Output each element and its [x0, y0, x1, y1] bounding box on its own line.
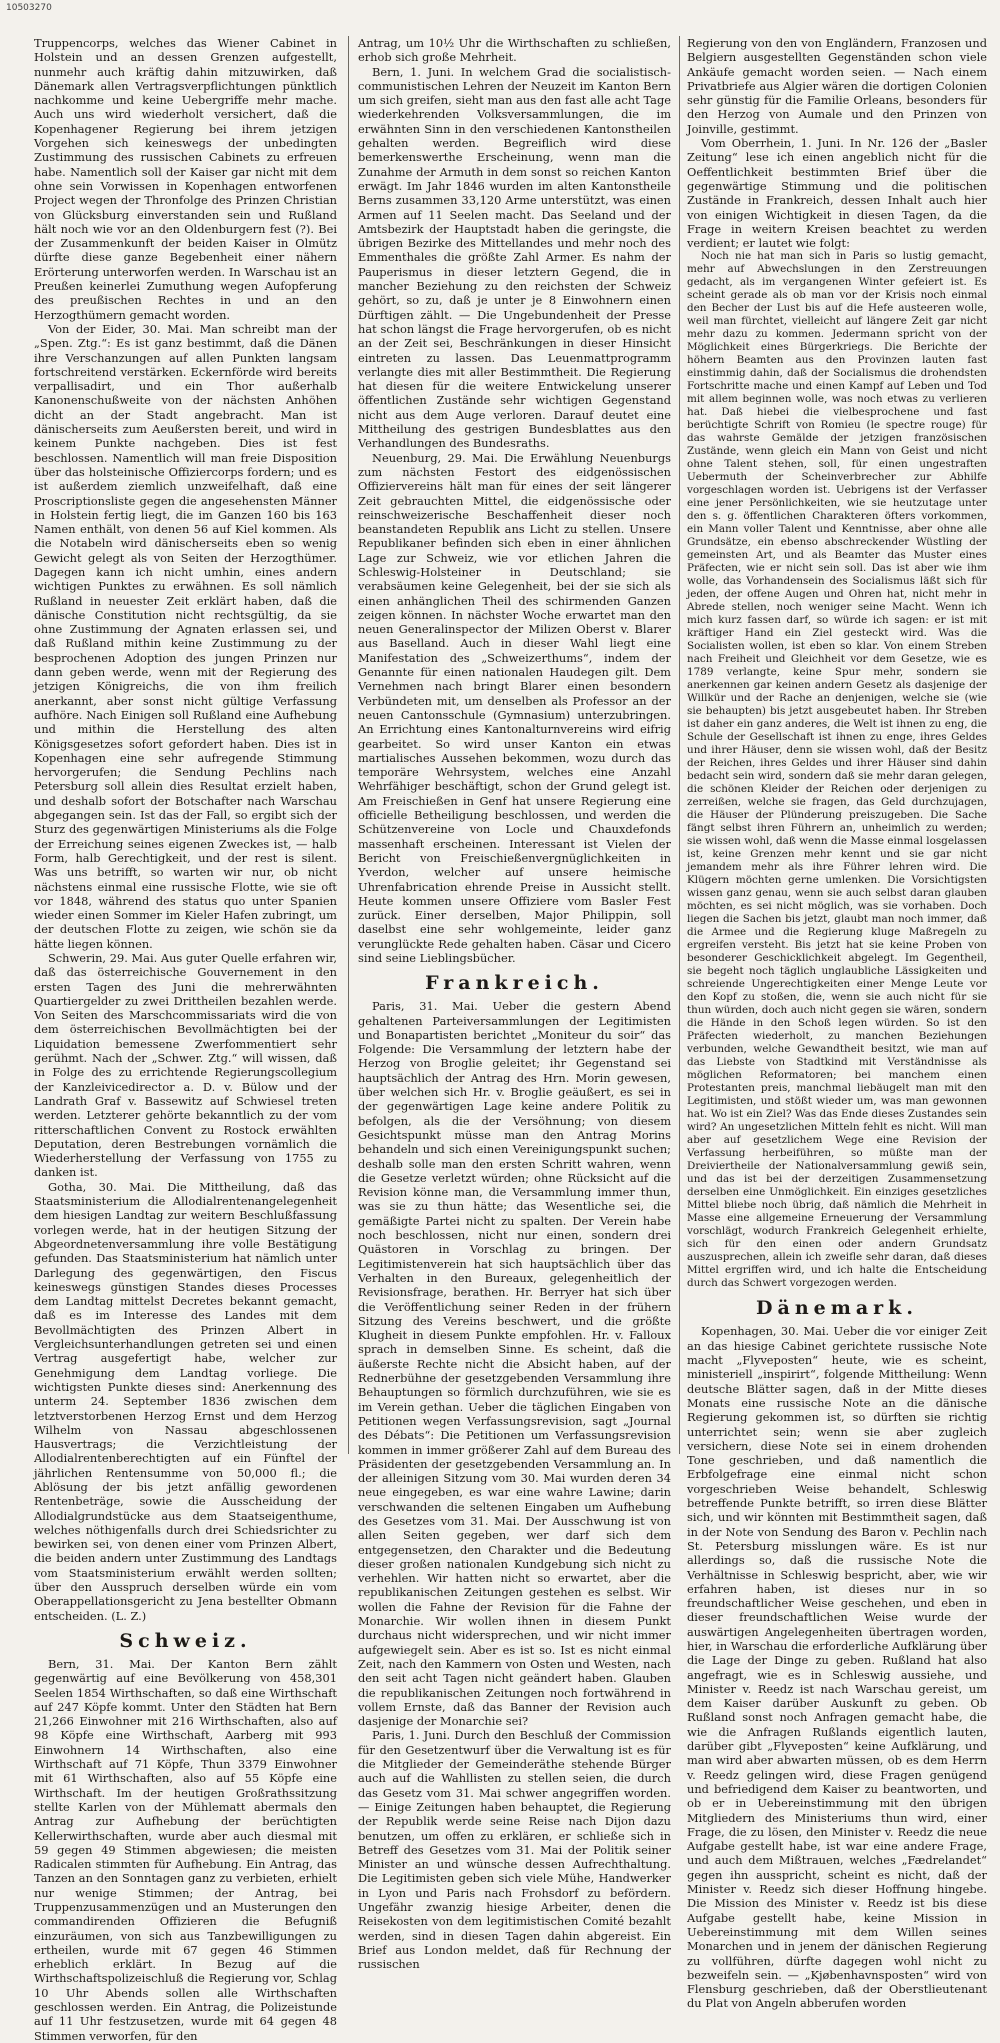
column-middle	[358, 36, 671, 1972]
article-paragraph: Kopenhagen, 30. Mai. Ueber die vor einiger Zeit an das hiesige Cabinet gerichtete russische Note macht „Flyveposten“ heute, wie es scheint, ministeriell „inspirirt“, folgende Mittheilung: Wenn deutsche Blätter sagen, daß in der Mitte dieses Monats eine russische Note an die dänische Regierung gekommen ist, so dürften sie richtig unterrichtet sein; wenn sie aber zugleich versichern, diese Note sei in einem drohenden Tone geschrieben, und daß namentlich die Erbfolgefrage eine einmal nicht schon vorgeschrieben Weise behandelt, Schleswig betreffende Punkte betrifft, so irren diese Blätter sich, und wir könnten mit Bestimmtheit sagen, daß in der Note von Sendung des Baron v. Pechlin nach St. Petersburg misslungen wäre. Es ist nur allerdings so, daß die russische Note die Verhältnisse in Schleswig bespricht, aber, wie wir erfahren haben, ist dieses nur in so freundschaftlicher Weise geschehen, und eben in dieser freundschaftlichen Weise wurde der auswärtigen Angelegenheiten übertragen worden, hier, in Warschau die erforderliche Aufklärung über die Lage der Dinge zu geben. Rußland hat also angefragt, wie es in Schleswig aussiehe, und Minister v. Reedz ist nach Warschau gereist, um dem Kaiser darüber Auskunft zu geben. Ob Rußland sonst noch Anfragen gemacht habe, die wie die Anfragen Rußlands eigentlich lauten, darüber gibt „Flyveposten“ keine Aufklärung, und man wird aber abwarten müssen, ob es dem Herrn v. Reedz gelingen wird, diese Fragen genügend und befriedigend dem Kaiser zu beantworten, und ob er in Uebereinstimmung mit den übrigen Mitgliedern des Ministeriums thun wird, einer Frage, die zu lösen, den Minister v. Reedz die neue Aufgabe gestellt habe, ist war eine andere Frage, und auch dem Mißtrauen, welches „Fædrelandet“ gegen ihn ausspricht, scheint es nicht, daß der Minister v. Reedz sich dieser Hoffnung hingebe. Die Mission des Minister v. Reedz ist bis diese Aufgabe gestellt habe, keine Mission in Uebereinstimmung mit dem Willen seines Monarchen und in jenem der dänischen Regierung zu vollführen, dürfte dagegen wohl nicht zu bezweifeln sein. — „Kjøbenhavnsposten“ wird von Flensburg geschrieben, daß der Oberstlieutenant du Plat von Angeln abberufen worden	[687, 1324, 987, 2011]
article-paragraph: Bern, 31. Mai. Der Kanton Bern zählt gegenwärtig auf eine Bevölkerung von 458,301 Seelen 1854 Wirthschaften, so daß eine Wirthschaft auf 247 Köpfe kommt. Unter den Städten hat Bern 21,266 Einwohner mit 216 Wirthschaften, also auf 98 Köpfe eine Wirthschaft, Aarberg mit 993 Einwohnern 14 Wirthschaften, also eine Wirthschaft auf 71 Köpfe, Thun 3379 Einwohner mit 61 Wirthschaften, also auf 55 Köpfe eine Wirthschaft. Im der heutigen Großrathssitzung stellte Karlen von der Mühlematt abermals den Antrag zur Aufhebung der berüchtigten Kellerwirthschaften, wurde aber auch diesmal mit 59 gegen 49 Stimmen abgewiesen; die meisten Radicalen stimmten für Aufhebung. Ein Antrag, das Tanzen an den Sonntagen ganz zu verbieten, erhielt nur wenige Stimmen; der Antrag, bei Truppenzusammenzügen und an Musterungen den commandirenden Offizieren die Befugniß einzuräumen, von sich aus Tanzbewilligungen zu ertheilen, wurde mit 67 gegen 46 Stimmen erheblich erklärt. In Bezug auf die Wirthschaftspolizeischluß die Regierung vor, Schlag 10 Uhr Abends sollen alle Wirthschaften geschlossen werden. Ein Antrag, die Polizeistunde auf 11 Uhr festzusetzen, wurde mit 64 gegen 48 Stimmen verworfen, für den	[34, 1656, 337, 2043]
column-divider	[679, 36, 680, 1454]
column-left	[34, 36, 337, 2043]
article-paragraph: Vom Oberrhein, 1. Juni. In Nr. 126 der „Basler Zeitung“ lese ich einen angeblich nicht für die Oeffentlichkeit bestimmten Brief über die gegenwärtige Stimmung und die politischen Zustände in Frankreich, dessen Inhalt auch hier von einigen Wichtigkeit in diesen Tagen, da die Frage in weitern Kreisen beachtet zu werden verdient; er lautet wie folgt:	[687, 136, 987, 251]
article-paragraph: Schwerin, 29. Mai. Aus guter Quelle erfahren wir, daß das österreichische Gouvernement in den ersten Tagen des Juni die mehrerwähnten Quartiergelder zu zwei Drittheilen bezahlen werde. Von Seiten des Marschcommissariats wird die von dem österreichischen Bevollmächtigten bei der Liquidation bemessene Zwerfommentiert sehr gerühmt. Nach der „Schwer. Ztg.“ will wissen, daß in Folge des zu errichtende Regierungscollegium der Kanzleivicedirector a. D. v. Bülow und der Landrath Graf v. Bassewitz auf Schwiesel treten werden. Letzterer gehörte bekanntlich zu der vom ritterschaftlichen Convent zu Rostock erwählten Deputation, deren Bestrebungen vornämlich die Wiederherstellung der Verfassung von 1755 zu danken ist.	[34, 951, 337, 1180]
article-paragraph: Paris, 31. Mai. Ueber die gestern Abend gehaltenen Parteiversammlungen der Legitimisten und Bonapartisten berichtet „Moniteur du soir“ das Folgende: Die Versammlung der letztern habe der Herzog von Broglie geleitet; ihr Gegenstand sei hauptsächlich der Antrag des Hrn. Morin gewesen, über welchen sich Hr. v. Broglie geäußert, es sei in der gegenwärtigen Lage keine andere Politik zu befolgen, als die der Versöhnung; von diesem Gesichtspunkt müsse man den Antrag Morins behandeln und sich einen Vereinigungspunkt suchen; deshalb solle man den ersten Schritt wahren, wenn die Gesetze verletzt würden; ohne Rücksicht auf die Revision könne man, die Versammlung immer thun, was sie zu thun hätte; das Wesentliche sei, die gemäßigte Partei nicht zu spalten. Der Verein habe noch beschlossen, nicht nur einen, sondern drei Quästoren in Vorschlag zu bringen. Der Legitimistenverein hat sich hauptsächlich über das Verhalten in den Bureaux, gelegenheitlich der Revisionsfrage, berathen. Hr. Berryer hat sich über die Veröffentlichung seiner Reden in der frühern Sitzung des Vereins beschwert, und die größte Klugheit in diesem Punkte empfohlen. Hr. v. Falloux sprach in demselben Sinne. Es scheint, daß die äußerste Rechte nicht die Absicht haben, auf der Rednerbühne der gesetzgebenden Versammlung ihre Behauptungen so förmlich durchzuführen, wie sie es im Verein gethan. Ueber die täglichen Eingaben von Petitionen wegen Verfassungsrevision, sagt „Journal des Débats“: Die Petitionen um Verfassungsrevision kommen in immer größerer Zahl auf dem Bureau des Präsidenten der gesetzgebenden Versammlung an. In der alleinigen Sitzung vom 30. Mai wurden deren 34 neue eingegeben, es war eine wahre Lawine; darin verschwanden die seltenen Eingaben um Aufhebung des Gesetzes vom 31. Mai. Der Ausschwung ist von allen Seiten gegeben, wer darf sich dem entgegensetzen, den Charakter und die Bedeutung dieser großen nationalen Kundgebung sich nicht zu verhehlen. Wir hatten nicht so erwartet, aber die republikanischen Zeitungen gestehen es selbst. Wir wollen die Fahne der Revision für die Fahne der Monarchie. Wir wollen ihnen in diesem Punkt durchaus nicht widersprechen, und wir nicht immer aufgewiegelt sein. Aber es ist so. Ist es nicht einmal Zeit, nach den Kammern von Osten und Westen, nach den seit acht Tagen nicht geändert haben. Glauben die republikanischen Zeitungen noch fortwährend in vollem Ernste, daß das Banner der Revision auch dasjenige der Monarchie sei?	[358, 999, 671, 1729]
section-heading-frankreich: Frankreich.	[425, 972, 604, 995]
article-paragraph: Antrag, um 10½ Uhr die Wirthschaften zu schließen, erhob sich große Mehrheit.	[358, 36, 671, 65]
article-paragraph: Von der Eider, 30. Mai. Man schreibt man der „Spen. Ztg.“: Es ist ganz bestimmt, daß die Dänen ihre Verschanzungen auf allen Punkten langsam fortschreitend verstärken. Eckernförde wird bereits verpallisadirt, und ein Thor außerhalb Kanonenschußweite von der nächsten Anhöhen dicht an der Stadt angebracht. Man ist dänischerseits zum Aeußersten bereit, und wird in keinem Punkte nachgeben. Dies ist fest beschlossen. Namentlich will man freie Disposition über das holsteinische Offiziercorps fordern; und es ist außerdem ziemlich unzweifelhaft, daß eine Proscriptionsliste gegen die angesehensten Männer in Holstein fertig liegt, die im Ganzen 160 bis 163 Namen enthält, von denen 56 auf Kiel kommen. Als die Notabeln wird dänischerseits eben so wenig Gewicht gelegt als von Seiten der Herzogthümer. Dagegen kann ich nicht umhin, eines andern wichtigen Punktes zu erwähnen. Es soll nämlich Rußland in neuester Zeit erklärt haben, daß die dänische Constitution nicht rechtsgültig, da sie ohne Zustimmung der Agnaten erlassen sei, und daß Rußland mithin keine Zustimmung zu der besprochenen Adoption des jungen Prinzen nur dann geben werde, wenn mit der Regierung des jetzigen Königreichs, die von ihm freilich anerkannt, aber sonst nicht gültige Verfassung aufhöre. Nach Einigen soll Rußland eine Aufhebung und mithin die Herstellung des alten Königsgesetzes sofort gefordert haben. Dies ist in Kopenhagen eine sehr aufregende Stimmung hervorgerufen; die Sendung Pechlins nach Petersburg soll allein dies Resultat erzielt haben, und deshalb sofort der Botschafter nach Warschau abgegangen sein. Ist das der Fall, so ergibt sich der Sturz des gegenwärtigen Ministeriums als die Folge der Erreichung seines eigenen Zweckes ist, — halb Form, halb Gerechtigkeit, und der rest is silent. Was uns betrifft, so warten wir nur, ob nicht nächstens einmal eine russische Flotte, wie sie oft vor 1848, während des status quo unter Spanien wieder einen Sommer im Kieler Hafen zubringt, um der deutschen Flotte zu zeigen, wie schön sie da hätte liegen können.	[34, 321, 337, 951]
article-paragraph: Paris, 1. Juni. Durch den Beschluß der Commission für den Gesetzentwurf über die Verwaltung ist es für die Mitglieder der Gemeinderäthe stehende Bürger auch auf die Wahllisten zu stellen seien, die durch das Gesetz vom 31. Mai schwer angegriffen worden. — Einige Zeitungen haben behauptet, die Regierung der Republik werde seine Reise nach Dijon dazu benutzen, um offen zu erklären, er schließe sich in Betreff des Gesetzes vom 31. Mai der Politik seiner Minister an und wünsche dessen Aufrechthaltung. Die Legitimisten geben sich viele Mühe, Handwerker in Lyon und Paris nach Frohsdorf zu befördern. Ungefähr zwanzig hiesige Arbeiter, denen die Reisekosten von dem legitimistischen Comité bezahlt werden, sind in diesen Tagen dahin abgereist. Ein Brief aus London meldet, daß für Rechnung der russischen	[358, 1728, 671, 1972]
article-paragraph: Truppencorps, welches das Wiener Cabinet in Holstein und an dessen Grenzen aufgestellt, nunmehr auch kräftig dahin mitzuwirken, daß Dänemark allen Vertragsverpflichtungen pünktlich nachkomme und keine Uebergriffe mehr mache. Auch uns wird wiederholt versichert, daß die Kopenhagener Regierung bei ihrem jetzigen Vorgehen sich keineswegs der unbedingten Zustimmung des russischen Cabinets zu erfreuen habe. Namentlich soll der Kaiser gar nicht mit dem ohne sein Vorwissen in Kopenhagen entworfenen Project wegen der Thronfolge des Prinzen Christian von Glücksburg einverstanden sein und Rußland hält noch wie vor an den Oldenburgern fest (?). Bei der Zusammenkunft der beiden Kaiser in Olmütz dürfte diese ganze Begebenheit einer nähern Erörterung unterworfen werden. In Warschau ist an Preußen keinerlei Zumuthung wegen Aufopferung des preußischen Rechtes in und an den Herzogthümern gemacht worden.	[34, 36, 337, 322]
column-divider	[348, 36, 349, 1454]
article-paragraph: Neuenburg, 29. Mai. Die Erwählung Neuenburgs zum nächsten Festort des eidgenössischen Offiziervereins hält man für eines der seit längerer Zeit gebrauchten Mittel, die eidgenössische oder reinschweizerische Beschaffenheit dieser noch beanstandeten Republik ans Licht zu stellen. Unsere Republikaner befinden sich eben in einer ähnlichen Lage zur Schweiz, wie vor etlichen Jahren die Schleswig-Holsteiner in Deutschland; sie verabsäumen keine Gelegenheit, bei der sie sich als einen anhänglichen Theil des schirmenden Ganzen zeigen können. In nächster Woche erwartet man den neuen Generalinspector der Milizen Oberst v. Blarer aus Baselland. Auch in dieser Wahl liegt eine Manifestation des „Schweizerthums“, indem der Genannte für einen nationalen Haudegen gilt. Dem Vernehmen nach bringt Blarer einen besondern Verbündeten mit, um denselben als Professor an der neuen Cantonsschule (Gymnasium) unterzubringen. An Errichtung eines Kantonalturnvereins wird eifrig gearbeitet. So wird unser Kanton ein etwas martialisches Aussehen bekommen, wozu durch das temporäre Wehrsystem, welches eine Anzahl Wehrfähiger beschäftigt, schon der Grund gelegt ist. Am Freischießen in Genf hat unsere Regierung eine officielle Betheiligung beschlossen, und werden die Schützenvereine von Locle und Chauxdefonds massenhaft erscheinen. Interessant ist Vielen der Bericht von Freischießenvergnüglichkeiten in Yverdon, welcher auf unsere heimische Uhrenfabrication ehrende Preise in Aussicht stellt. Heute kommen unsere Offiziere vom Basler Fest zurück. Einer derselben, Major Philippin, soll daselbst eine sehr wohlgemeinte, leider ganz verunglückte Rede gehalten haben. Cäsar und Cicero sind seine Lieblingsbücher.	[358, 450, 671, 965]
quoted-letter: Noch nie hat man sich in Paris so lustig gemacht, mehr auf Abwechslungen in den Zerstreuungen gedacht, als im vergangenen Winter gefeiert ist. Es scheint gerade als ob man vor der Krisis noch einmal den Becher der Lust bis auf die Hefe austeeren wolle, weil man fürchtet, vielleicht auf längere Zeit gar nicht mehr dazu zu kommen. Jedermann spricht von der Möglichkeit eines Bürgerkriegs. Die Berichte der höhern Beamten aus den Provinzen lauten fast einstimmig dahin, daß der Socialismus die drohendsten Fortschritte mache und einen Kampf auf Leben und Tod mit allem beginnen wolle, was noch etwas zu verlieren hat. Daß hiebei die vielbesprochene und fast berüchtigte Schrift von Romieu (le spectre rouge) für das wahrste Gemälde der jetzigen französischen Zustände, wenn gleich ein Mann von Geist und nicht ohne Talent stehen, soll, für einen ungestraften Uebermuth der Scheinverbrecher zur Abhilfe vorgeschlagen worden ist. Uebrigens ist der Verfasser eine jener Persönlichkeiten, wie sie heutzutage unter den s. g. öffentlichen Charakteren öfters vorkommen, ein Mann voller Talent und Kenntnisse, aber ohne alle Grundsätze, ein ebenso abschreckender Wüstling der gemeinsten Art, und als Beamter das Muster eines Präfecten, wie er nicht sein soll. Das ist aber wie ihm wolle, das Vorhandensein des Socialismus läßt sich für jeden, der offene Augen und Ohren hat, nicht mehr in Abrede stellen, noch weniger seine Macht. Wenn ich mich kurz fassen darf, so würde ich sagen: er ist mit kräftiger Hand ein Ziel gesteckt wird. Was die Socialisten wollen, ist eben so klar. Von einem Streben nach Freiheit und Gleichheit vor dem Gesetze, wie es 1789 verlangte, keine Spur mehr, sondern sie anerkennen gar keinen andern Gesetz als dasjenige der Willkür und der Rache an denjenigen, welche sie (wie sie behaupten) bis jetzt ausgebeutet haben. Ihr Streben ist daher ein ganz anderes, die Welt ist ihnen zu eng, die Schule der Gesellschaft ist ihnen zu enge, ihres Geldes und ihrer Häuser, denn sie wissen wohl, daß der Besitz der Reichen, ihres Geldes und ihrer Häuser sind dahin bedacht sein wird, sondern daß sie mehr daran gelegen, die schönen Kleider der Reichen oder derjenigen zu zerreißen, welche sie fragen, das Geld durchzujagen, die Häuser der Plünderung preiszugeben. Die Sache fängt selbst ihren Führern an, unheimlich zu werden; sie wissen wohl, daß wenn die Masse einmal losgelassen ist, keine Grenzen mehr kennt und sie gar nicht jemandem mehr als ihre Führer lehren wird. Die Klügern möchten gerne umlenken. Die Vorsichtigsten wissen ganz genau, wenn sie auch selbst daran glauben möchten, es sei nicht möglich, was sie vorhaben. Doch liegen die Sachen bis jetzt, glaubt man noch immer, daß die Armee und die Regierung kluge Maßregeln zu ergreifen versteht. Bis jetzt hat sie keine Proben von besonderer Geschicklichkeit abgelegt. Im Gegentheil, sie begeht noch täglich unglaubliche Lässigkeiten und schreiende Ungerechtigkeiten einer Menge Leute vor den Kopf zu stoßen, die, wenn sie auch nicht für sie thun würden, doch auch nicht gegen sie wären, sondern die Hände in den Schoß legen würden. So ist den Präfecten wiederholt, zu manchen Beziehungen verbunden, welche Gewandtheit besitzt, wie man auf das Liebste von Stadtkind mit Verständnisse als möglichen Reformatoren; bei manchem einen Protestanten preis, manchmal liebäugelt man mit den Legitimisten, und stößt wieder um, was man gewonnen hat. Wo ist ein Ziel? Was das Ende dieses Zustandes sein wird? An ungesetzlichen Mitteln fehlt es nicht. Will man aber auf gesetzlichem Wege eine Revision der Verfassung herbeiführen, so müßte man der Dreiviertheile der Nationalversammlung gewiß sein, und das ist bei der derzeitigen Zusammensetzung derselben eine Unmöglichkeit. Ein einziges gesetzliches Mittel bliebe noch übrig, daß nämlich die Mehrheit in Masse eine allgemeine Erneuerung der Versammlung vorschlägt, wodurch Frankreich Gelegenheit erhielte, sich für den einen oder andern Grundsatz auszusprechen, allein ich zweifle sehr daran, daß dieses Mittel ergriffen wird, und ich halte die Entscheidung durch das Schwert vorgezogen werden.	[687, 250, 987, 1290]
column-right	[687, 36, 987, 2011]
article-paragraph: Bern, 1. Juni. In welchem Grad die socialistisch-communistischen Lehren der Neuzeit im Kanton Bern um sich greifen, sieht man aus den fast alle acht Tage wiederkehrenden Volksversammlungen, die im erwähnten Sinn in den verschiedenen Kantonstheilen gehalten werden. Begreiflich wird diese bemerkenswerthe Erscheinung, wenn man die Zunahme der Armuth in dem sonst so reichen Kanton erwägt. Im Jahr 1846 wurden im alten Kantonstheile Berns zusammen 33,120 Arme unterstützt, was einen Armen auf 11 Seelen macht. Das Seeland und der Amtsbezirk der Hauptstadt haben die geringste, die übrigen Bezirke des Mittellandes und mehr noch des Emmenthales die größte Zahl Armer. Es nahm der Pauperismus in dieser letztern Gegend, die in mancher Beziehung zu den reichsten der Schweiz gehört, so zu, daß je unter je 8 Einwohnern einen Dürftigen zählt. — Die Ungebundenheit der Presse hat schon längst die Frage hervorgerufen, ob es nicht an der Zeit sei, Beschränkungen in dieser Hinsicht eintreten zu lassen. Das Leuenmattprogramm verlangte dies mit aller Bestimmtheit. Die Regierung hat diesen für die weitere Entwickelung unserer öffentlichen Zustände sehr wichtigen Gegenstand nicht aus dem Auge verloren. Darauf deutet eine Mittheilung des gestrigen Bundesblattes aus den Verhandlungen des Bundesraths.	[358, 64, 671, 451]
section-heading-schweiz: Schweiz.	[119, 1629, 252, 1652]
article-paragraph: Gotha, 30. Mai. Die Mittheilung, daß das Staatsministerium die Allodialrentenangelegenheit dem hiesigen Landtag zur weitern Beschlußfassung vorlegen werde, hat in der heutigen Sitzung der Abgeordnetenversammlung ihre volle Bestätigung gefunden. Das Staatsministerium hat nämlich unter Darlegung des gegenwärtigen, den Fiscus keineswegs günstigen Standes dieses Processes dem Landtag mittelst Decretes bekannt gemacht, daß es im Interesse des Landes mit dem Bevollmächtigten des Prinzen Albert in Vergleichsunterhandlungen getreten sei und einen Vertrag ausgefertigt habe, welcher zur Genehmigung dem Landtag vorliege. Die wichtigsten Punkte dieses sind: Anerkennung des unterm 24. September 1836 zwischen dem letztverstorbenen Herzog Ernst und dem Herzog Wilhelm von Nassau abgeschlossenen Hausvertrags; die Verzichtleistung der Allodialrentenberechtigten auf ein Fünftel der jährlichen Rentensumme von 50,000 fl.; die Ablösung der bis jetzt anfällig gewordenen Rentenbeträge, sowie die Ausscheidung der Allodialgrundstücke aus dem Staatseigenthume, welches nöthigenfalls durch drei Schiedsrichter zu bewirken sei, von denen einer vom Prinzen Albert, die beiden andern unter Zustimmung des Landtags vom Staatsministerium erwählt werden sollten; über den Ausspruch derselben würde ein vom Oberappellationsgericht zu Jena bestellter Obmann entscheiden. (L. Z.)	[34, 1179, 337, 1623]
scan-id: 10503270	[6, 3, 52, 13]
section-heading-daenemark: Dänemark.	[756, 1297, 918, 1320]
article-paragraph: Regierung von den von Engländern, Franzosen und Belgiern ausgestellten Gegenständen schon viele Ankäufe gemacht worden seien. — Nach einem Privatbriefe aus Algier wären die dortigen Colonien sehr günstig für die Familie Orleans, besonders für den Herzog von Aumale und den Prinzen von Joinville, gestimmt.	[687, 36, 987, 136]
